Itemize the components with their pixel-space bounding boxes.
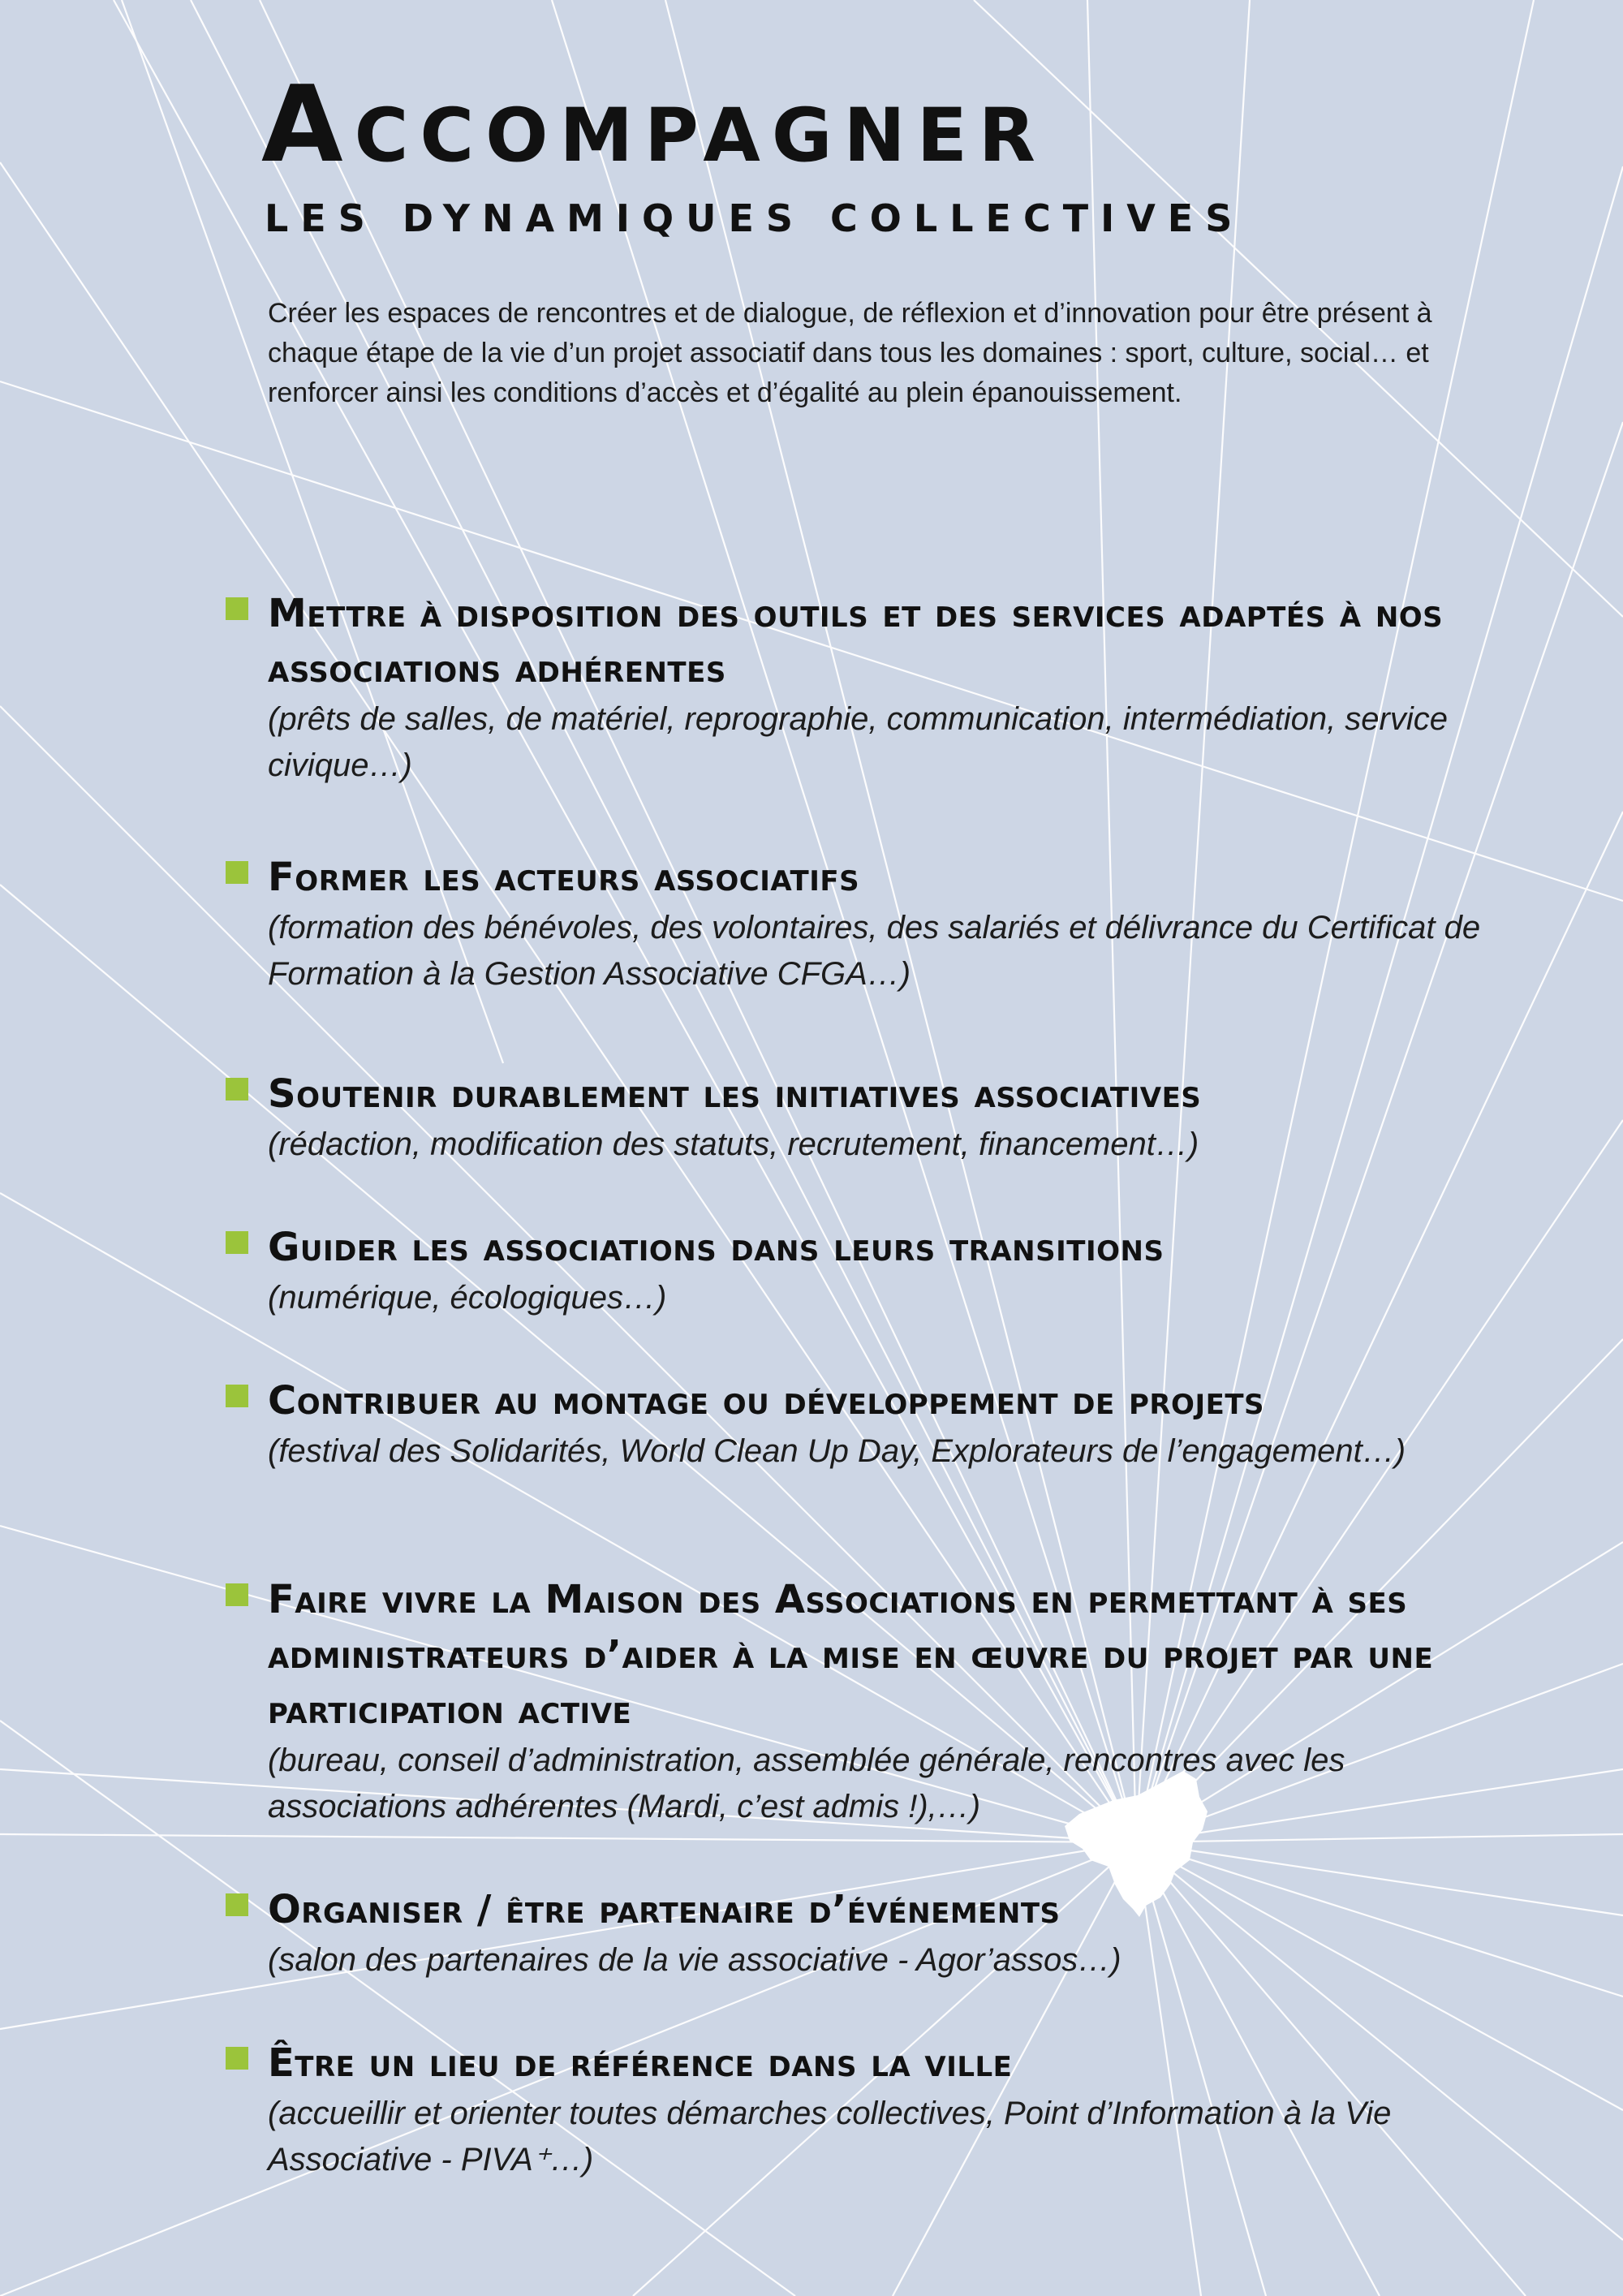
item-title: Former les acteurs associatifs bbox=[268, 855, 860, 900]
item-description: (numérique, écologiques…) bbox=[268, 1280, 667, 1316]
intro-paragraph: Créer les espaces de rencontres et de dialogue, de réflexion et d’innovation pour être présent à chaque étape de la vie d’un projet associatif dans tous les domaines : sport, culture, social… et renforcer ainsi les conditions d’accès et d’égalité au plein épanouissement. bbox=[268, 298, 1432, 408]
list-item bbox=[226, 1066, 1492, 1168]
green-square-bullet-icon bbox=[226, 1385, 248, 1407]
item-title: Guider les associations dans leurs transitions bbox=[268, 1225, 1165, 1270]
item-description: (accueillir et orienter toutes démarches collectives, Point d’Information à la Vie Associative - PIVA⁺…) bbox=[268, 2096, 1392, 2178]
list-item bbox=[226, 1572, 1524, 1830]
page-title: Accompagner bbox=[261, 62, 1047, 186]
item-title: Contribuer au montage ou développement de projets bbox=[268, 1378, 1265, 1424]
green-square-bullet-icon bbox=[226, 597, 248, 620]
item-title: Faire vivre la Maison des Associations en permettant à ses administrateurs d’aider à la mise en œuvre du projet par une participation active bbox=[268, 1577, 1434, 1733]
green-square-bullet-icon bbox=[226, 1583, 248, 1606]
item-description: (bureau, conseil d’administration, assemblée générale, rencontres avec les associations adhérentes (Mardi, c’est admis !),…) bbox=[268, 1742, 1345, 1824]
page-subtitle: LES DYNAMIQUES COLLECTIVES bbox=[265, 196, 1245, 240]
item-description: (rédaction, modification des statuts, recrutement, financement…) bbox=[268, 1126, 1199, 1162]
green-square-bullet-icon bbox=[226, 1078, 248, 1101]
green-square-bullet-icon bbox=[226, 1893, 248, 1916]
green-square-bullet-icon bbox=[226, 2047, 248, 2070]
green-square-bullet-icon bbox=[226, 1231, 248, 1254]
green-square-bullet-icon bbox=[226, 861, 248, 884]
item-description: (festival des Solidarités, World Clean Up Day, Explorateurs de l’engagement…) bbox=[268, 1433, 1406, 1469]
list-item bbox=[226, 1882, 1492, 1984]
list-item bbox=[226, 1220, 1492, 1321]
list-item bbox=[226, 850, 1492, 997]
item-title: Mettre à disposition des outils et des services adaptés à nos associations adhérentes bbox=[268, 591, 1444, 691]
item-title: Être un lieu de référence dans la ville bbox=[268, 2040, 1013, 2086]
list-item bbox=[226, 1373, 1492, 1475]
list-item bbox=[226, 586, 1492, 789]
list-item bbox=[226, 2035, 1492, 2183]
item-description: (salon des partenaires de la vie associative - Agor’assos…) bbox=[268, 1942, 1121, 1978]
item-title: Soutenir durablement les initiatives associatives bbox=[268, 1071, 1202, 1117]
item-description: (formation des bénévoles, des volontaires, des salariés et délivrance du Certificat de Formation à la Gestion Associative CFGA…) bbox=[268, 910, 1481, 992]
item-title: Organiser / être partenaire d’événements bbox=[268, 1887, 1061, 1932]
item-description: (prêts de salles, de matériel, reprographie, communication, intermédiation, service civique…) bbox=[268, 701, 1449, 783]
